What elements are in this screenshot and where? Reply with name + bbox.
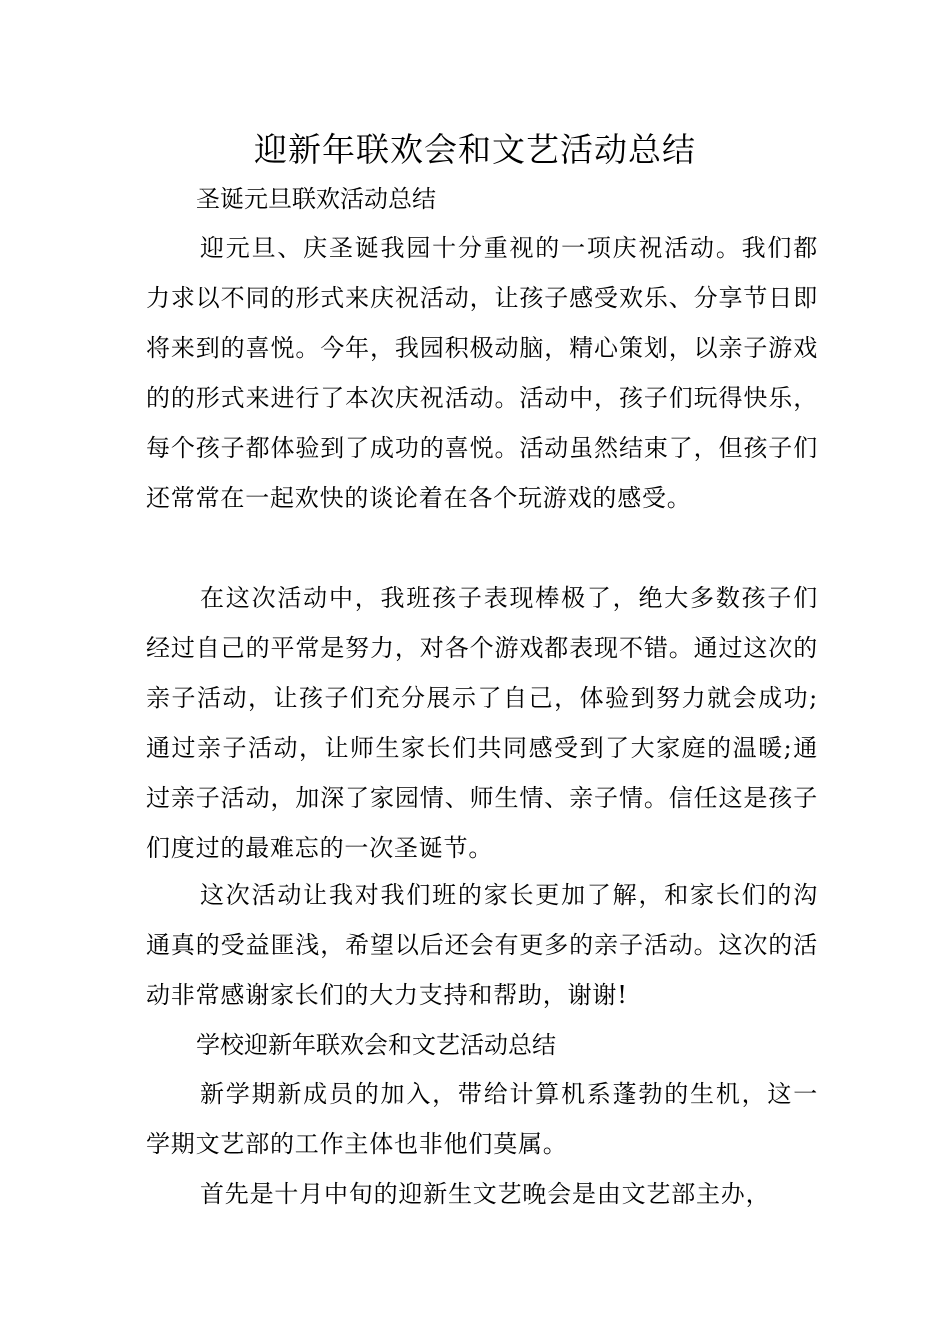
body-paragraph: 这次活动让我对我们班的家长更加了解，和家长们的沟通真的受益匪浅，希望以后还会有更多的亲子活动。这次的活动非常感谢家长们的大力支持和帮助，谢谢!: [146, 881, 818, 1009]
body-paragraph: 首先是十月中旬的迎新生文艺晚会是由文艺部主办，: [200, 1180, 771, 1208]
body-paragraph: 迎元旦、庆圣诞我园十分重视的一项庆祝活动。我们都力求以不同的形式来庆祝活动，让孩子感受欢乐、分享节日即将来到的喜悦。今年，我园积极动脑，精心策划，以亲子游戏的的形式来进行了本次庆祝活动。活动中，孩子们玩得快乐，每个孩子都体验到了成功的喜悦。活动虽然结束了，但孩子们还常常在一起欢快的谈论着在各个玩游戏的感受。: [146, 234, 818, 512]
body-paragraph: 在这次活动中，我班孩子表现棒极了，绝大多数孩子们经过自己的平常是努力，对各个游戏都表现不错。通过这次的亲子活动，让孩子们充分展示了自己，体验到努力就会成功;通过亲子活动，让师生家长们共同感受到了大家庭的温暖;通过亲子活动，加深了家园情、师生情、亲子情。信任这是孩子们度过的最难忘的一次圣诞节。: [146, 584, 818, 862]
section-heading: 学校迎新年联欢会和文艺活动总结: [196, 1031, 556, 1059]
section-heading: 圣诞元旦联欢活动总结: [196, 185, 436, 213]
body-paragraph: 新学期新成员的加入，带给计算机系蓬勃的生机，这一学期文艺部的工作主体也非他们莫属。: [146, 1080, 818, 1158]
document-title: 迎新年联欢会和文艺活动总结: [254, 130, 696, 169]
